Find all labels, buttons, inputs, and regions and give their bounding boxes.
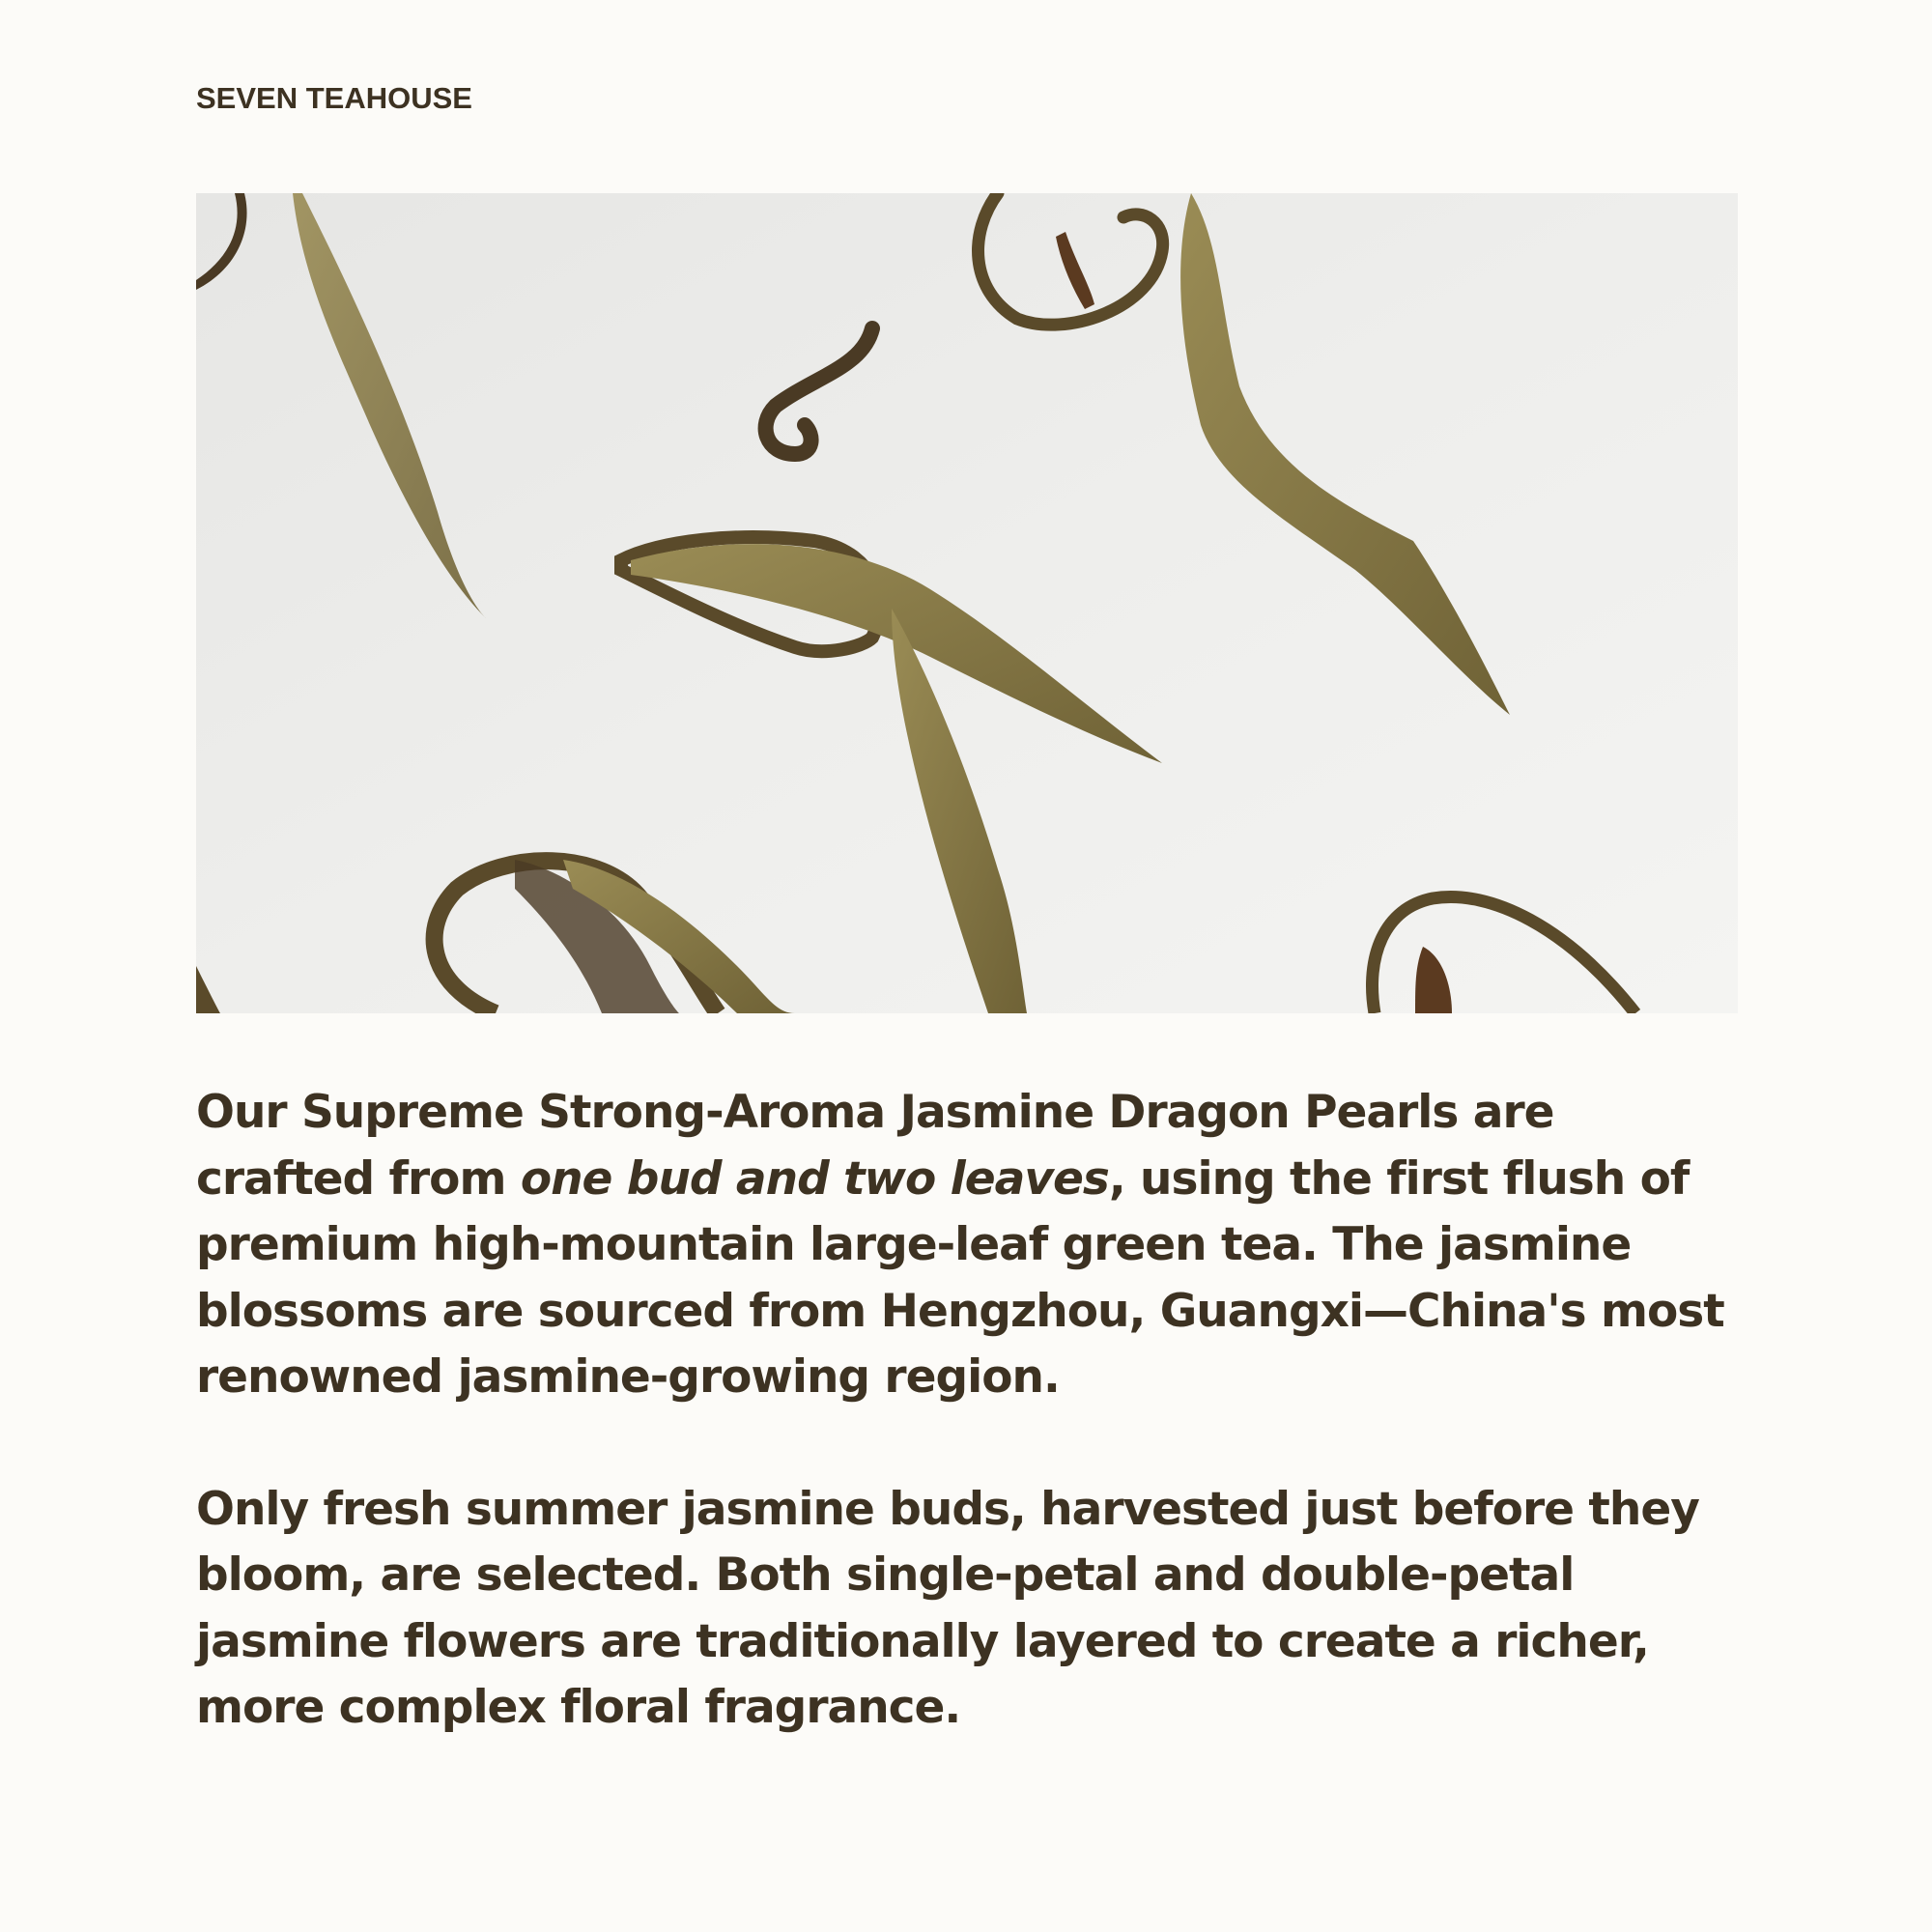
description-paragraph-2: Only fresh summer jasmine buds, harvested just before they bloom, are selected. Both single-petal and double-petal jasmine flowers are traditionally layered to create a richer, more complex floral fragrance. xyxy=(196,1482,1699,1734)
hero-image xyxy=(196,193,1738,1013)
brand-logo[interactable]: SEVEN TEAHOUSE xyxy=(196,81,472,115)
product-description xyxy=(196,1080,1742,1742)
tea-leaves-photo xyxy=(196,193,1738,1013)
description-paragraph-1 xyxy=(196,1080,1742,1411)
paragraph-1-rest: , using the first flush of premium high-mountain large-leaf green tea. The jasmine blossoms are sourced from Hengzhou, Guangxi—China's most renowned jasmine-growing region. xyxy=(196,1151,1724,1404)
paragraph-1-intro: Our Supreme Strong-Aroma Jasmine Dragon Pearls are crafted from xyxy=(196,1086,1554,1206)
paragraph-1-emphasis: one bud and two leaves xyxy=(520,1151,1109,1206)
